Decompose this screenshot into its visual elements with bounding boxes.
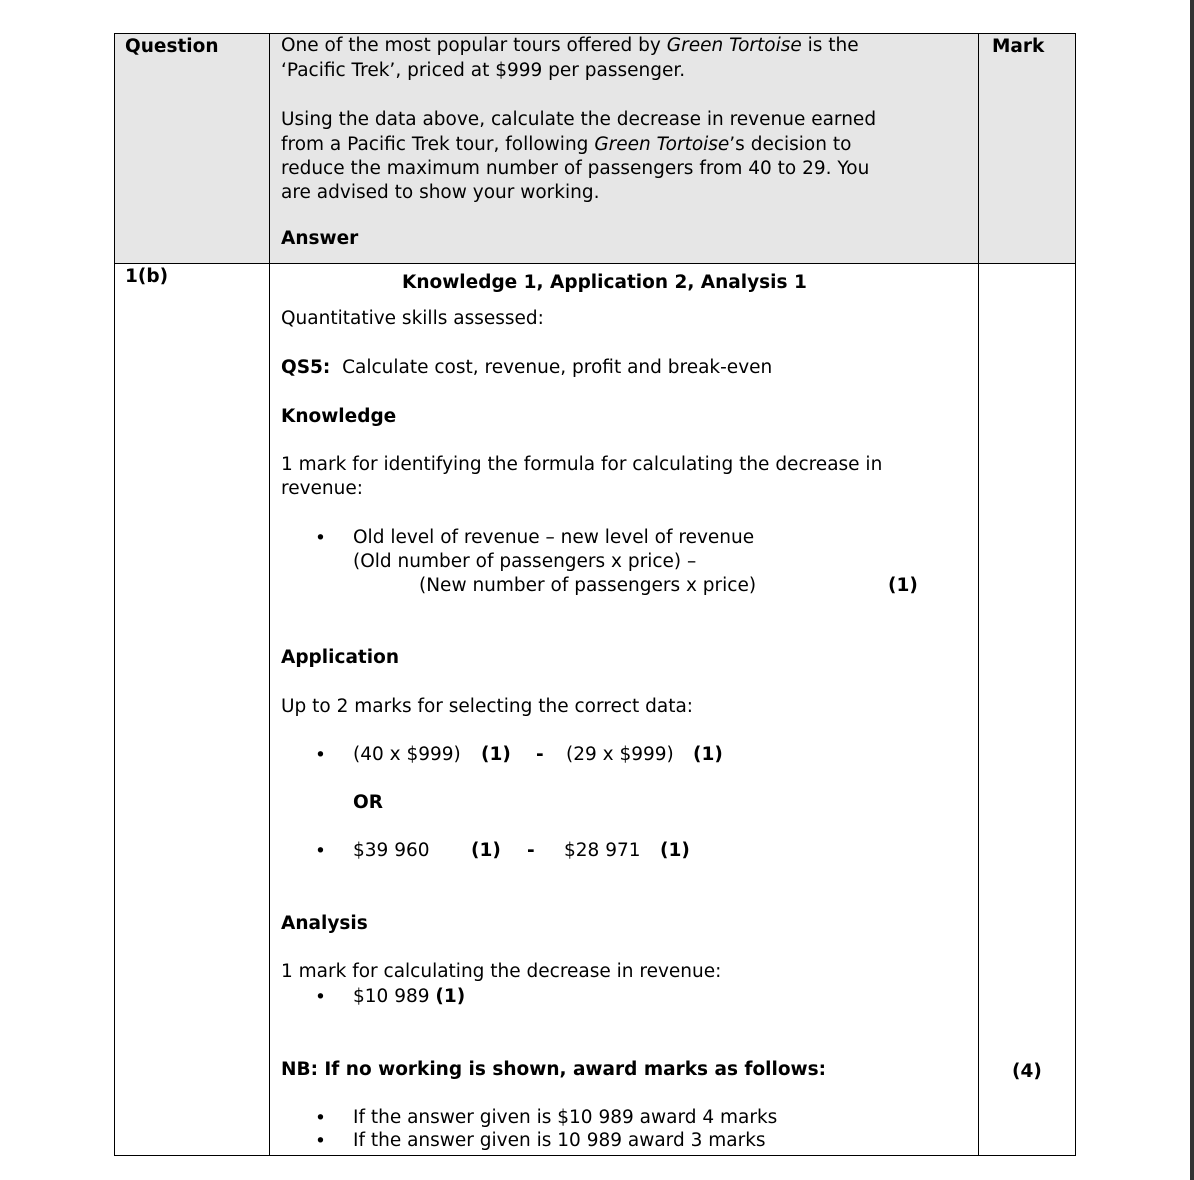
bullet-icon: • [315, 841, 326, 862]
application-mark: (1) [693, 744, 723, 765]
application-value: $39 960 [353, 840, 430, 861]
application-desc: Up to 2 marks for selecting the correct data: [281, 696, 694, 717]
application-mark: (1) [660, 840, 690, 861]
application-value: (29 x $999) [566, 744, 674, 765]
header-mark-cell [978, 33, 1076, 264]
question-text-line: are advised to show your working. [281, 182, 600, 203]
bullet-icon: • [315, 1131, 326, 1152]
application-heading: Application [281, 647, 400, 668]
bullet-icon: • [315, 1108, 326, 1129]
analysis-desc: 1 mark for calculating the decrease in revenue: [281, 961, 722, 982]
application-mark: (1) [471, 840, 501, 861]
total-mark: (4) [1012, 1061, 1042, 1082]
application-mark: (1) [481, 744, 511, 765]
analysis-heading: Analysis [281, 913, 368, 934]
question-text-line: Using the data above, calculate the decrease in revenue earned [281, 109, 877, 130]
question-text-line: from a Pacific Trek tour, following Green Tortoise’s decision to [281, 134, 852, 155]
answer-label: Answer [281, 228, 359, 249]
page-edge-scrollbar [1190, 0, 1194, 1180]
question-text-line: reduce the maximum number of passengers from 40 to 29. You [281, 158, 870, 179]
row-mark-cell [978, 263, 1076, 1156]
row-number-cell [114, 263, 270, 1156]
mark-label: Mark [992, 36, 1045, 57]
application-value: $28 971 [564, 840, 641, 861]
knowledge-mark: (1) [888, 575, 918, 596]
nb-item: If the answer given is 10 989 award 3 marks [353, 1130, 766, 1151]
question-number: 1(b) [125, 266, 169, 287]
application-or: OR [353, 792, 383, 813]
question-label: Question [125, 36, 219, 57]
application-sep: - [527, 840, 535, 861]
question-text-line: One of the most popular tours offered by Green Tortoise is the [281, 35, 859, 56]
knowledge-heading: Knowledge [281, 406, 397, 427]
knowledge-formula: (Old number of passengers x price) – [353, 551, 697, 572]
skills-heading: Knowledge 1, Application 2, Analysis 1 [402, 272, 807, 293]
knowledge-formula: (New number of passengers x price) [419, 575, 757, 596]
bullet-icon: • [315, 987, 326, 1008]
qs5-line: QS5: Calculate cost, revenue, profit and break-even [281, 357, 773, 378]
question-text-line: ‘Pacific Trek’, priced at $999 per passenger. [281, 60, 686, 81]
knowledge-desc: revenue: [281, 478, 363, 499]
quant-skills-label: Quantitative skills assessed: [281, 308, 544, 329]
header-question-cell [114, 33, 270, 264]
bullet-icon: • [315, 745, 326, 766]
knowledge-formula: Old level of revenue – new level of revenue [353, 527, 755, 548]
application-sep: - [536, 744, 544, 765]
bullet-icon: • [315, 528, 326, 549]
knowledge-desc: 1 mark for identifying the formula for calculating the decrease in [281, 454, 883, 475]
analysis-answer: $10 989 (1) [353, 986, 466, 1007]
nb-item: If the answer given is $10 989 award 4 marks [353, 1107, 778, 1128]
nb-heading: NB: If no working is shown, award marks as follows: [281, 1059, 827, 1080]
application-value: (40 x $999) [353, 744, 461, 765]
